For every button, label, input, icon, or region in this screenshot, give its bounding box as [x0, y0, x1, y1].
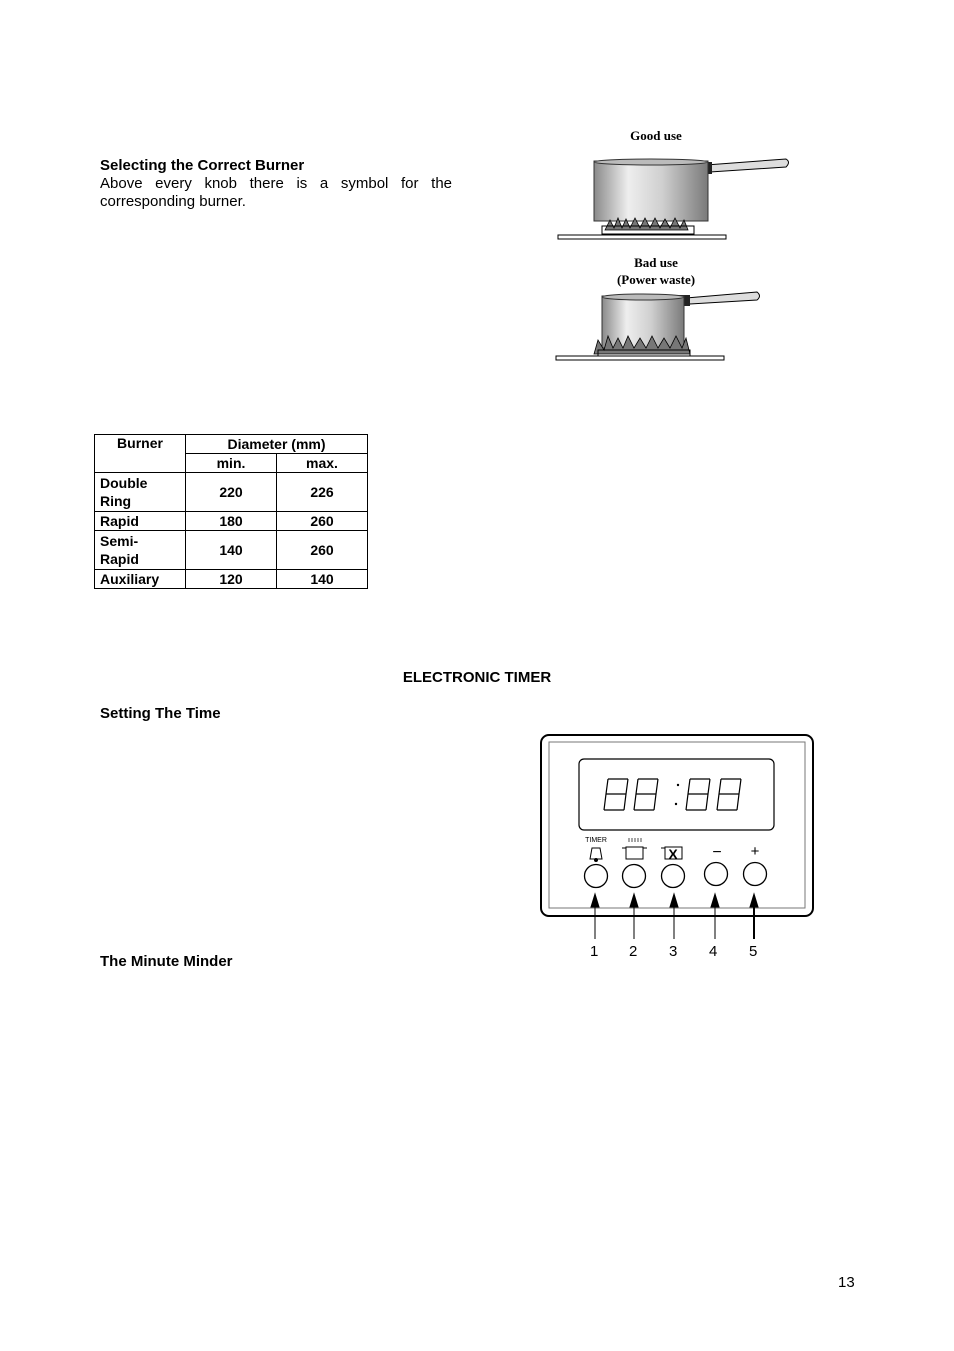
- max-value: 260: [277, 531, 368, 570]
- min-value: 140: [186, 531, 277, 570]
- burner-name: Double Ring: [95, 473, 186, 512]
- bad-use-label: Bad use: [634, 255, 678, 270]
- section-title-burner: Selecting the Correct Burner: [100, 157, 305, 174]
- minus-symbol: −: [712, 844, 722, 861]
- burner-name: Auxiliary: [95, 570, 186, 589]
- burner-name: Rapid: [95, 512, 186, 531]
- min-value: 180: [186, 512, 277, 531]
- header-max: max.: [277, 454, 368, 473]
- header-min: min.: [186, 454, 277, 473]
- header-burner: Burner: [95, 435, 186, 473]
- good-use-label: Good use: [630, 128, 682, 143]
- minute-minder-heading: The Minute Minder: [100, 953, 233, 970]
- max-value: 140: [277, 570, 368, 589]
- minus-button-4[interactable]: [705, 863, 728, 886]
- plus-symbol: +: [750, 843, 760, 860]
- timer-button-1[interactable]: [585, 865, 608, 888]
- table-row: [95, 512, 368, 531]
- bad-use-pan-illustration: [550, 288, 810, 368]
- min-value: 220: [186, 473, 277, 512]
- burner-diameter-table: [94, 434, 368, 589]
- power-waste-label: (Power waste): [616, 272, 696, 287]
- min-value: 120: [186, 570, 277, 589]
- end-time-button-3[interactable]: [662, 865, 685, 888]
- table-row: [95, 570, 368, 589]
- burner-name: Semi- Rapid: [95, 531, 186, 570]
- callout-number-1: 1: [590, 943, 599, 960]
- max-value: 260: [277, 512, 368, 531]
- header-diameter: Diameter (mm): [186, 435, 368, 454]
- page-number: 13: [838, 1274, 855, 1291]
- cook-time-button-2[interactable]: [623, 865, 646, 888]
- timer-panel-illustration: [538, 732, 818, 968]
- table-row: [95, 473, 368, 512]
- callout-number-2: 2: [629, 943, 638, 960]
- section-body-burner: Above every knob there is a symbol for the corresponding burner.: [100, 175, 452, 210]
- electronic-timer-title: ELECTRONIC TIMER: [402, 669, 552, 686]
- callout-number-3: 3: [669, 943, 678, 960]
- setting-time-heading: Setting The Time: [100, 705, 221, 722]
- table-row: [95, 531, 368, 570]
- plus-button-5[interactable]: [744, 863, 767, 886]
- max-value: 226: [277, 473, 368, 512]
- callout-number-5: 5: [749, 943, 758, 960]
- callout-number-4: 4: [709, 943, 718, 960]
- svg-text:X: X: [668, 846, 678, 862]
- good-use-pan-illustration: [550, 150, 810, 245]
- timer-word: TIMER: [585, 837, 607, 844]
